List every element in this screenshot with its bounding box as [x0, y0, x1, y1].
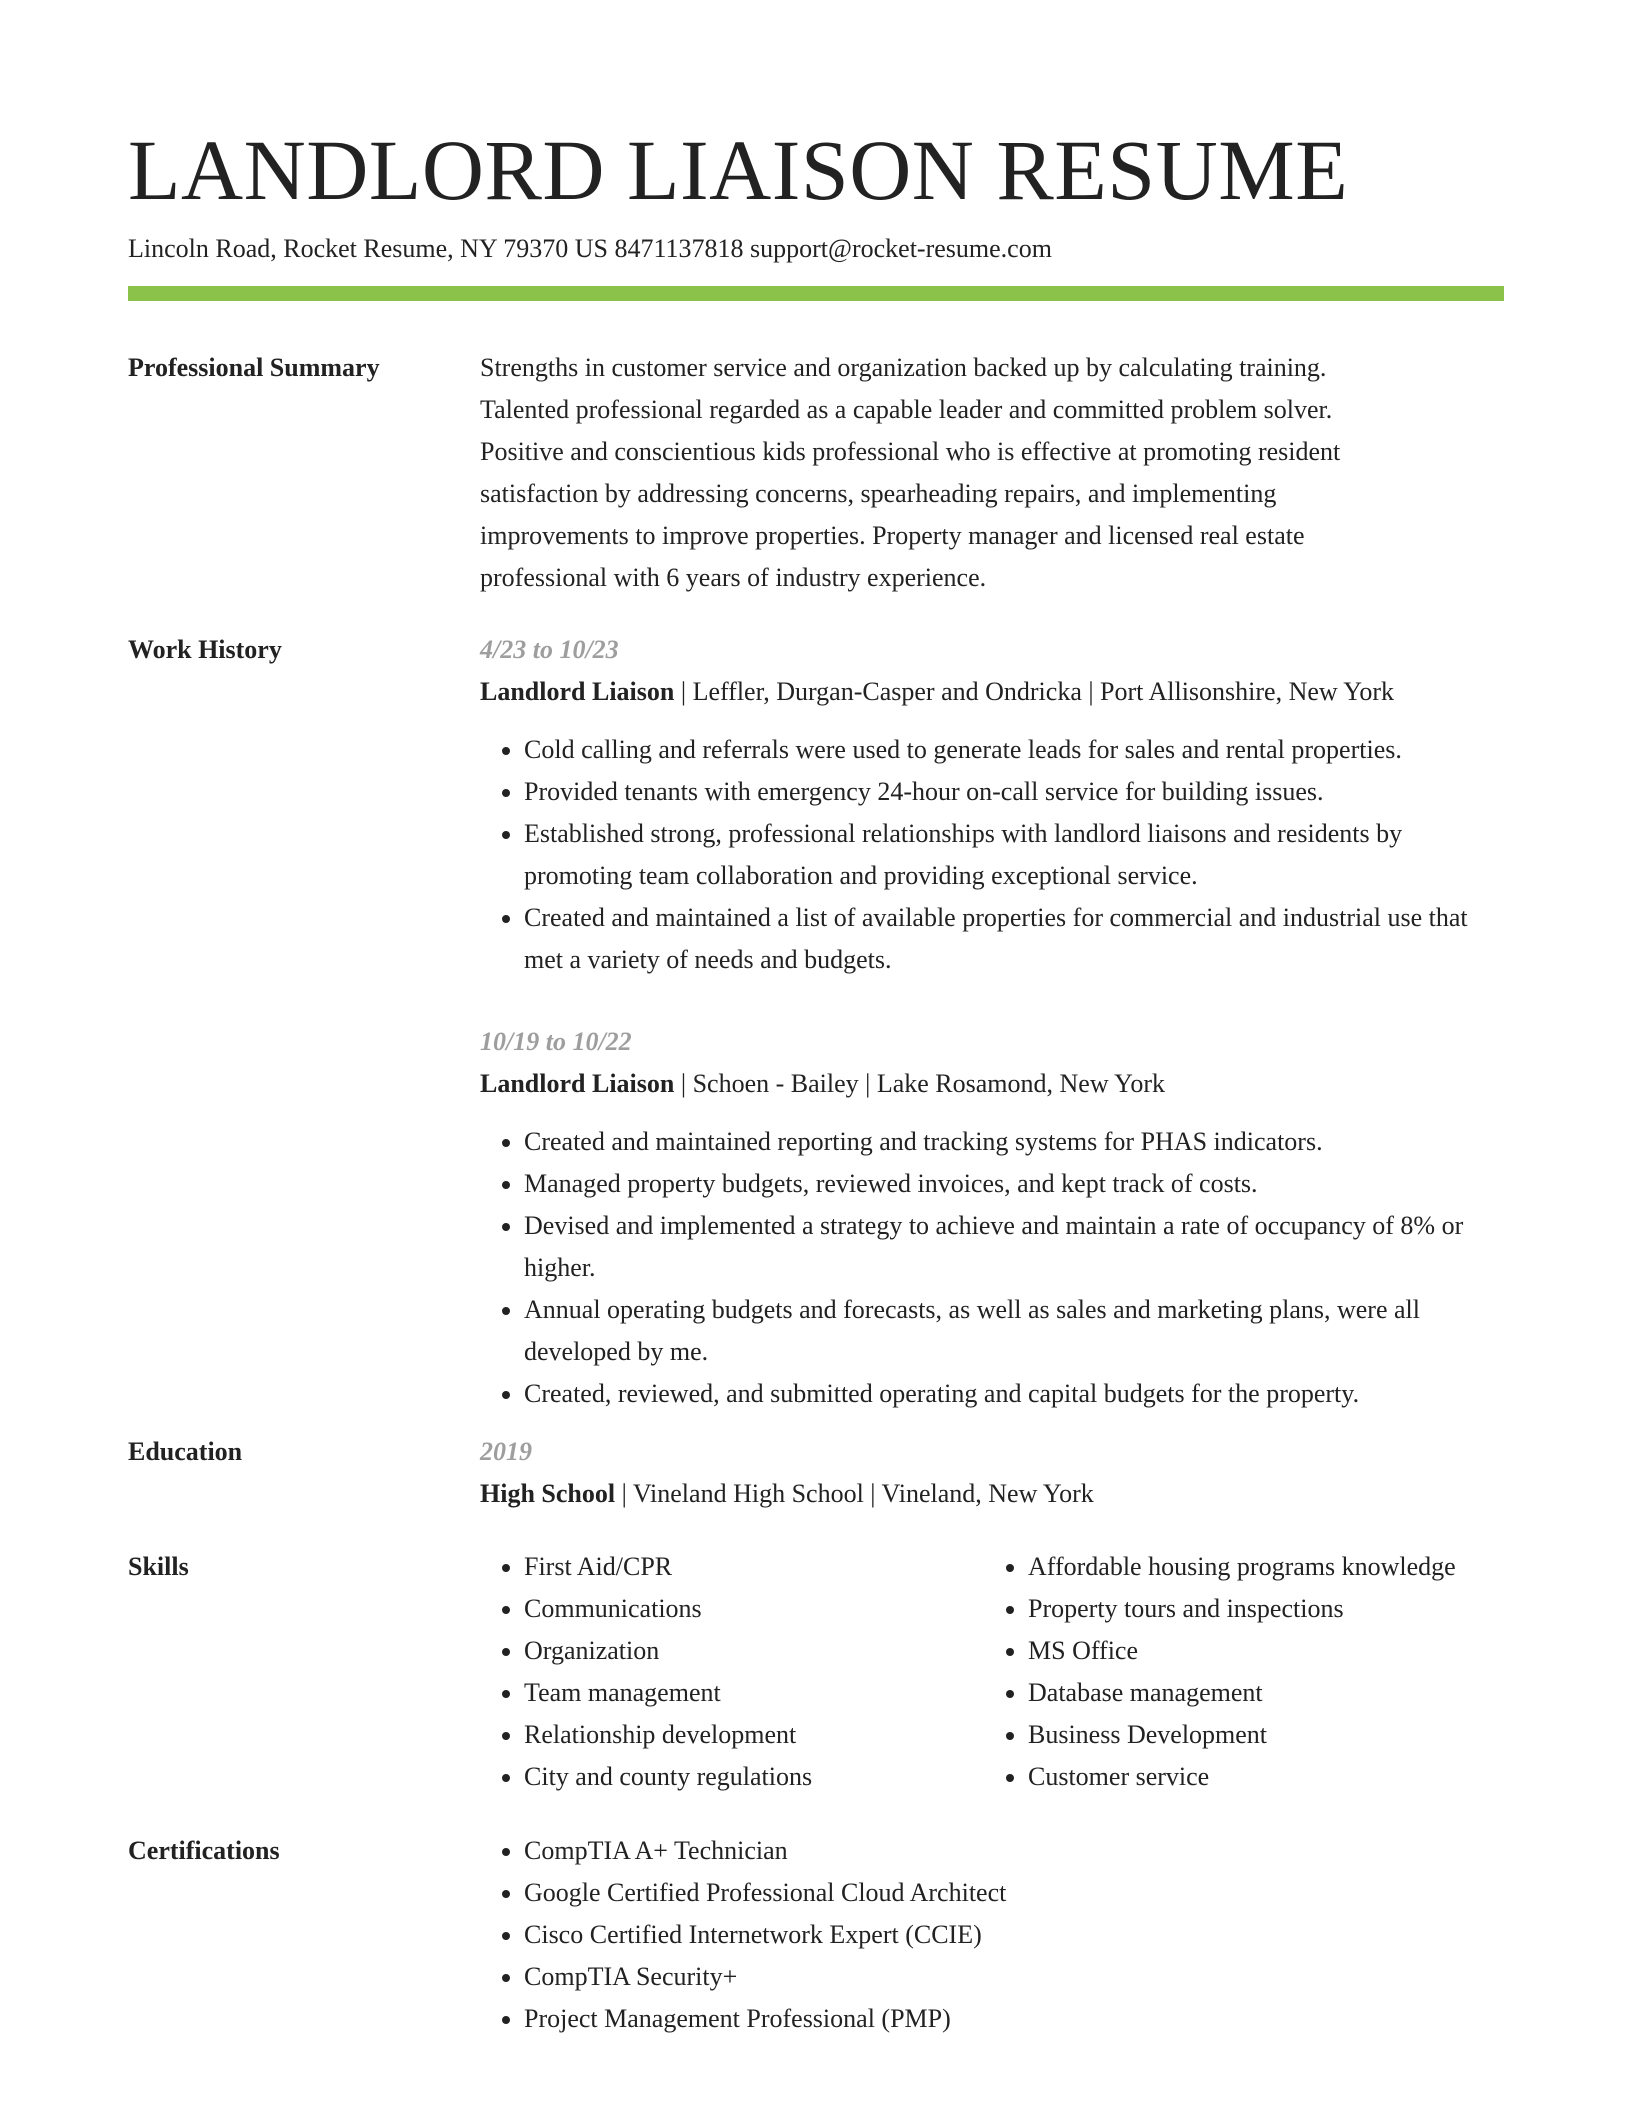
- resume-title: LANDLORD LIAISON RESUME: [128, 122, 1349, 218]
- education-year: 2019: [480, 1437, 532, 1466]
- skill-item: • Business Development: [1028, 1714, 1504, 1756]
- job-bullet: • Created, reviewed, and submitted operating and capital budgets for the property.: [524, 1373, 1504, 1415]
- job-dates: 4/23 to 10/23: [480, 635, 619, 664]
- job-bullet: • Created and maintained a list of available properties for commercial and industrial use that met a variety of needs and budgets.: [524, 897, 1504, 981]
- job-bullet: • Provided tenants with emergency 24-hour on-call service for building issues.: [524, 771, 1504, 813]
- job-dates: 10/19 to 10/22: [480, 1027, 632, 1056]
- job-bullet: • Devised and implemented a strategy to achieve and maintain a rate of occupancy of 8% or higher.: [524, 1205, 1504, 1289]
- work-history-body: [480, 629, 1504, 1415]
- job-bullet: • Annual operating budgets and forecasts, as well as sales and marketing plans, were all developed by me.: [524, 1289, 1504, 1373]
- job-details: | Leffler, Durgan-Casper and Ondricka | Port Allisonshire, New York: [674, 677, 1395, 706]
- certification-item: • Cisco Certified Internetwork Expert (CCIE): [524, 1914, 1504, 1956]
- skills-columns: [480, 1546, 1504, 1798]
- education-degree: High School: [480, 1479, 616, 1508]
- skill-item: • Communications: [524, 1588, 984, 1630]
- job-bullet: • Managed property budgets, reviewed invoices, and kept track of costs.: [524, 1163, 1504, 1205]
- job-bullet: • Established strong, professional relationships with landlord liaisons and residents by promoting team collaboration and providing exceptional service.: [524, 813, 1504, 897]
- summary-line: improvements to improve properties. Property manager and licensed real estate: [480, 521, 1305, 550]
- education-heading: [480, 1473, 1504, 1515]
- job-title: Landlord Liaison: [480, 677, 675, 706]
- skill-item: • Team management: [524, 1672, 984, 1714]
- skill-item: • Database management: [1028, 1672, 1504, 1714]
- contact-line: Lincoln Road, Rocket Resume, NY 79370 US 8471137818 support@rocket-resume.com: [128, 234, 1052, 263]
- skill-item: • City and county regulations: [524, 1756, 984, 1798]
- skill-item: • Affordable housing programs knowledge: [1028, 1546, 1504, 1588]
- certifications-list: [480, 1830, 1504, 2040]
- summary-body: [480, 347, 1504, 599]
- job-entry: [480, 1021, 1504, 1415]
- summary-line: Strengths in customer service and organization backed up by calculating training.: [480, 353, 1327, 382]
- job-title: Landlord Liaison: [480, 1069, 675, 1098]
- certification-item: • CompTIA A+ Technician: [524, 1830, 1504, 1872]
- skills-column-right: [984, 1546, 1504, 1798]
- job-bullets: [480, 729, 1504, 981]
- certification-item: • Project Management Professional (PMP): [524, 1998, 1504, 2040]
- summary-line: Positive and conscientious kids professional who is effective at promoting resident: [480, 437, 1341, 466]
- skills-list-left: [480, 1546, 984, 1798]
- section-label-education: Education: [128, 1437, 243, 1466]
- education-details: | Vineland High School | Vineland, New York: [615, 1479, 1094, 1508]
- job-heading: [480, 1063, 1504, 1105]
- education-body: [480, 1431, 1504, 1515]
- section-label-work-history: Work History: [128, 635, 282, 664]
- summary-line: Talented professional regarded as a capable leader and committed problem solver.: [480, 395, 1333, 424]
- skill-item: • Property tours and inspections: [1028, 1588, 1504, 1630]
- job-heading: [480, 671, 1504, 713]
- job-bullet: • Created and maintained reporting and tracking systems for PHAS indicators.: [524, 1121, 1504, 1163]
- summary-line: satisfaction by addressing concerns, spearheading repairs, and implementing: [480, 479, 1277, 508]
- skill-item: • Organization: [524, 1630, 984, 1672]
- certifications-body: [480, 1830, 1504, 2040]
- job-bullet: • Cold calling and referrals were used to generate leads for sales and rental properties.: [524, 729, 1504, 771]
- skill-item: • Relationship development: [524, 1714, 984, 1756]
- job-bullets: [480, 1121, 1504, 1415]
- certification-item: • Google Certified Professional Cloud Architect: [524, 1872, 1504, 1914]
- skill-item: • Customer service: [1028, 1756, 1504, 1798]
- skills-body: [480, 1546, 1504, 1798]
- skills-list-right: [984, 1546, 1504, 1798]
- job-entry: [480, 629, 1504, 981]
- skill-item: • First Aid/CPR: [524, 1546, 984, 1588]
- summary-line: professional with 6 years of industry experience.: [480, 563, 987, 592]
- skill-item: • MS Office: [1028, 1630, 1504, 1672]
- section-label-summary: Professional Summary: [128, 353, 380, 382]
- job-details: | Schoen - Bailey | Lake Rosamond, New York: [674, 1069, 1165, 1098]
- certification-item: • CompTIA Security+: [524, 1956, 1504, 1998]
- section-label-certifications: Certifications: [128, 1836, 280, 1865]
- accent-divider: [128, 286, 1504, 301]
- section-label-skills: Skills: [128, 1552, 189, 1581]
- skills-column-left: [480, 1546, 984, 1798]
